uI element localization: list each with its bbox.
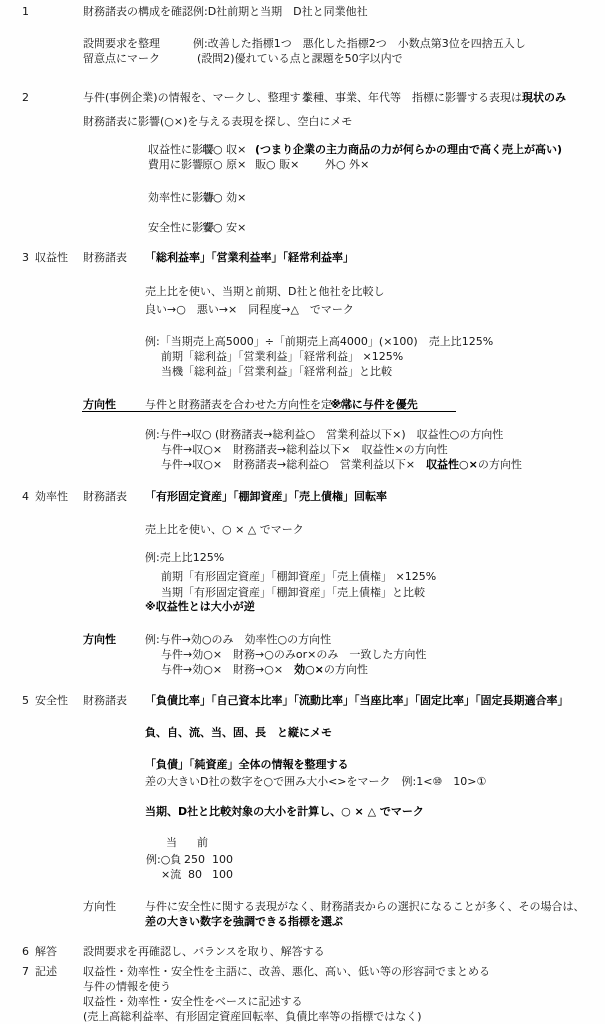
- text-run: 方向性: [83, 633, 116, 646]
- text-run: 収○ 収×: [202, 143, 247, 156]
- step-text: [145, 915, 343, 929]
- text-run: 「総利益率」「営業利益率」「経常利益率」: [145, 251, 354, 264]
- step-text: [83, 5, 193, 19]
- note-text: [255, 143, 562, 157]
- row-label: [83, 900, 116, 914]
- example-text: [145, 633, 331, 647]
- section-number: [22, 251, 29, 265]
- text-run: 7: [22, 965, 29, 978]
- text-run: 「負債比率」「自己資本比率」「流動比率」「当座比率」「固定比率」「固定長期適合率」: [145, 694, 569, 707]
- text-run: 前期「有形固定資産」「棚卸資産」「売上債権」 ×125%: [161, 570, 437, 583]
- text-run: 与件に安全性に関する表現がなく、財務諸表からの選択になることが多く、その場合は、: [145, 900, 585, 913]
- text-run: 80: [188, 868, 202, 881]
- text-run: 業種、事業、年代等 指標に影響する表現は: [302, 91, 522, 104]
- row-label: [83, 694, 127, 708]
- text-run: 負、自、流、当、固、長 と縦にメモ: [145, 726, 332, 739]
- text-run: 財務諸表: [83, 490, 127, 503]
- row-label: [83, 490, 127, 504]
- table-header: [166, 836, 177, 850]
- text-run: 与件→収○× 財務諸表→総利益○ 営業利益以下×: [161, 458, 427, 471]
- table-row: [161, 868, 181, 882]
- step-text: [145, 726, 332, 740]
- text-run: 効○×: [294, 663, 324, 676]
- note-text: [302, 91, 566, 105]
- text-run: 100: [212, 853, 233, 866]
- section-title: [35, 945, 57, 959]
- example-text: [161, 365, 392, 379]
- mark-text: [202, 191, 246, 205]
- note-text: [145, 600, 255, 614]
- example-text: [193, 5, 368, 19]
- text-run: 当: [166, 836, 177, 849]
- step-text: [83, 945, 325, 959]
- step-text: [83, 1010, 422, 1024]
- text-run: 与件と財務諸表を合わせた方向性を定める: [145, 398, 354, 411]
- mark-text: [202, 143, 246, 157]
- step-text: [83, 965, 490, 979]
- text-run: 例:○負: [146, 853, 182, 866]
- step-text: [83, 37, 160, 51]
- text-run: 5: [22, 694, 29, 707]
- step-text: [145, 775, 486, 789]
- text-run: 販○ 販×: [255, 158, 300, 171]
- mark-text: [202, 158, 246, 172]
- text-run: 解答: [35, 945, 57, 958]
- text-run: 外○ 外×: [325, 158, 370, 171]
- text-run: 収益性・効率性・安全性を主語に、改善、悪化、高い、低い等の形容詞でまとめる: [83, 965, 490, 978]
- section-title: [35, 490, 68, 504]
- text-run: 売上比を使い、○ × △ でマーク: [145, 523, 304, 536]
- text-run: 当機「総利益」「営業利益」「経常利益」と比較: [161, 365, 392, 378]
- text-run: 例:与件→収○ (財務諸表→総利益○ 営業利益以下×) 収益性○の方向性: [145, 428, 504, 441]
- text-run: ※収益性とは大小が逆: [145, 600, 255, 613]
- example-text: [161, 458, 522, 472]
- example-text: [161, 350, 403, 364]
- step-text: [145, 523, 304, 537]
- step-text: [145, 900, 585, 914]
- step-text: [145, 758, 349, 772]
- row-label: [83, 398, 116, 412]
- text-run: 3: [22, 251, 29, 264]
- text-run: 原○ 原×: [202, 158, 247, 171]
- section-number: [22, 5, 29, 19]
- example-text: [145, 335, 493, 349]
- text-run: ×流: [161, 868, 182, 881]
- text-run: 6: [22, 945, 29, 958]
- text-run: 設問要求を整理: [83, 37, 160, 50]
- example-text: [161, 570, 436, 584]
- text-run: 財務諸表: [83, 694, 127, 707]
- text-run: ※常に与件を優先: [330, 398, 418, 411]
- text-run: 現状のみ: [522, 91, 566, 104]
- text-run: 安○ 安×: [202, 221, 247, 234]
- text-run: の方向性: [323, 663, 368, 676]
- indicator-list: [145, 251, 354, 265]
- text-run: (つまり企業の主力商品の力が何らかの理由で高く売上が高い): [255, 143, 563, 156]
- step-text: [83, 980, 171, 994]
- indicator-list: [145, 694, 569, 708]
- text-run: 与件→収○× 財務諸表→総利益以下× 収益性×の方向性: [161, 443, 448, 456]
- step-text: [145, 805, 424, 819]
- example-text: [161, 586, 425, 600]
- example-text: [161, 443, 448, 457]
- indicator-list: [145, 490, 387, 504]
- text-run: 財務諸表: [83, 251, 127, 264]
- section-title: [35, 251, 68, 265]
- text-run: 4: [22, 490, 29, 503]
- text-run: 財務諸表に影響(○×)を与える表現を探し、空白にメモ: [83, 115, 353, 128]
- text-run: 安全性: [35, 694, 68, 707]
- text-run: 効○ 効×: [202, 191, 247, 204]
- example-text: [193, 37, 526, 51]
- example-text: [197, 52, 403, 66]
- mark-text: [202, 221, 246, 235]
- text-run: 収益性に影響: [148, 143, 214, 156]
- section-number: [22, 694, 29, 708]
- text-run: 与件の情報を使う: [83, 980, 171, 993]
- text-run: 例:与件→効○のみ 効率性○の方向性: [145, 633, 332, 646]
- row-label: [83, 633, 116, 647]
- row-label: [148, 158, 203, 172]
- example-text: [161, 663, 368, 677]
- text-run: 与件→効○× 財務→○のみor×のみ 一致した方向性: [161, 648, 427, 661]
- example-text: [145, 551, 224, 565]
- text-run: 設問要求を再確認し、バランスを取り、解答する: [83, 945, 325, 958]
- text-run: 「有形固定資産」「棚卸資産」「売上債権」回転率: [145, 490, 387, 503]
- text-run: 例:売上比125%: [145, 551, 225, 564]
- text-run: 方向性: [83, 398, 116, 411]
- text-run: 記述: [35, 965, 57, 978]
- table-header: [197, 836, 208, 850]
- table-cell: [212, 853, 233, 867]
- section-number: [22, 490, 29, 504]
- text-run: の方向性: [477, 458, 522, 471]
- step-text: [83, 52, 160, 66]
- mark-text: [255, 158, 299, 172]
- note-text: [330, 398, 418, 412]
- text-run: 効率性: [35, 490, 68, 503]
- text-run: 費用に影響: [148, 158, 203, 171]
- section-number: [22, 945, 29, 959]
- section-title: [35, 694, 68, 708]
- section-title: [35, 965, 57, 979]
- text-run: 財務諸表の構成を確認: [83, 5, 193, 18]
- text-run: 方向性: [83, 900, 116, 913]
- step-text: [83, 115, 352, 129]
- text-run: 例:「当期売上高5000」÷「前期売上高4000」(×100) 売上比125%: [145, 335, 494, 348]
- step-text: [83, 91, 312, 105]
- example-text: [145, 428, 503, 442]
- underline-rule: [82, 411, 456, 412]
- text-run: 例:D社前期と当期 D社と同業他社: [193, 5, 368, 18]
- text-run: 2: [22, 91, 29, 104]
- text-run: 収益性: [35, 251, 68, 264]
- text-run: 「負債」「純資産」全体の情報を整理する: [145, 758, 349, 771]
- text-run: 売上比を使い、当期と前期、D社と他社を比較し: [145, 285, 385, 298]
- text-run: 安全性に影響: [148, 221, 214, 234]
- text-run: 与件→効○× 財務→○×: [161, 663, 295, 676]
- text-run: (売上高総利益率、有形固定資産回転率、負債比率等の指標ではなく): [83, 1010, 422, 1023]
- text-run: 1: [22, 5, 29, 18]
- text-run: 例:改善した指標1つ 悪化した指標2つ 小数点第3位を四捨五入し: [193, 37, 526, 50]
- table-cell: [184, 853, 205, 867]
- text-run: 250: [184, 853, 205, 866]
- step-text: [145, 285, 384, 299]
- text-run: 前期「総利益」「営業利益」「経常利益」 ×125%: [161, 350, 404, 363]
- text-run: 100: [212, 868, 233, 881]
- mark-text: [325, 158, 369, 172]
- table-cell: [212, 868, 233, 882]
- row-label: [83, 251, 127, 265]
- text-run: (設問2)優れている点と課題を50字以内で: [197, 52, 403, 65]
- step-text: [145, 303, 354, 317]
- text-run: 与件(事例企業)の情報を、マークし、整理する: [83, 91, 312, 104]
- table-row: [146, 853, 181, 867]
- text-run: 差の大きいD社の数字を○で囲み大小<>をマーク 例:1<⑩ 10>①: [145, 775, 487, 788]
- section-number: [22, 91, 29, 105]
- text-run: 差の大きい数字を強調できる指標を選ぶ: [145, 915, 343, 928]
- text-run: 収益性○×: [426, 458, 478, 471]
- table-cell: [188, 868, 202, 882]
- text-run: 当期「有形固定資産」「棚卸資産」「売上債権」と比較: [161, 586, 425, 599]
- example-text: [161, 648, 426, 662]
- text-run: 効率性に影響: [148, 191, 214, 204]
- text-run: 良い→○ 悪い→× 同程度→△ でマーク: [145, 303, 354, 316]
- text-run: 当期、D社と比較対象の大小を計算し、○ × △ でマーク: [145, 805, 424, 818]
- step-text: [83, 995, 302, 1009]
- text-run: 前: [197, 836, 208, 849]
- text-run: 収益性・効率性・安全性をベースに記述する: [83, 995, 303, 1008]
- text-run: 留意点にマーク: [83, 52, 160, 65]
- section-number: [22, 965, 29, 979]
- step-text: [145, 398, 354, 412]
